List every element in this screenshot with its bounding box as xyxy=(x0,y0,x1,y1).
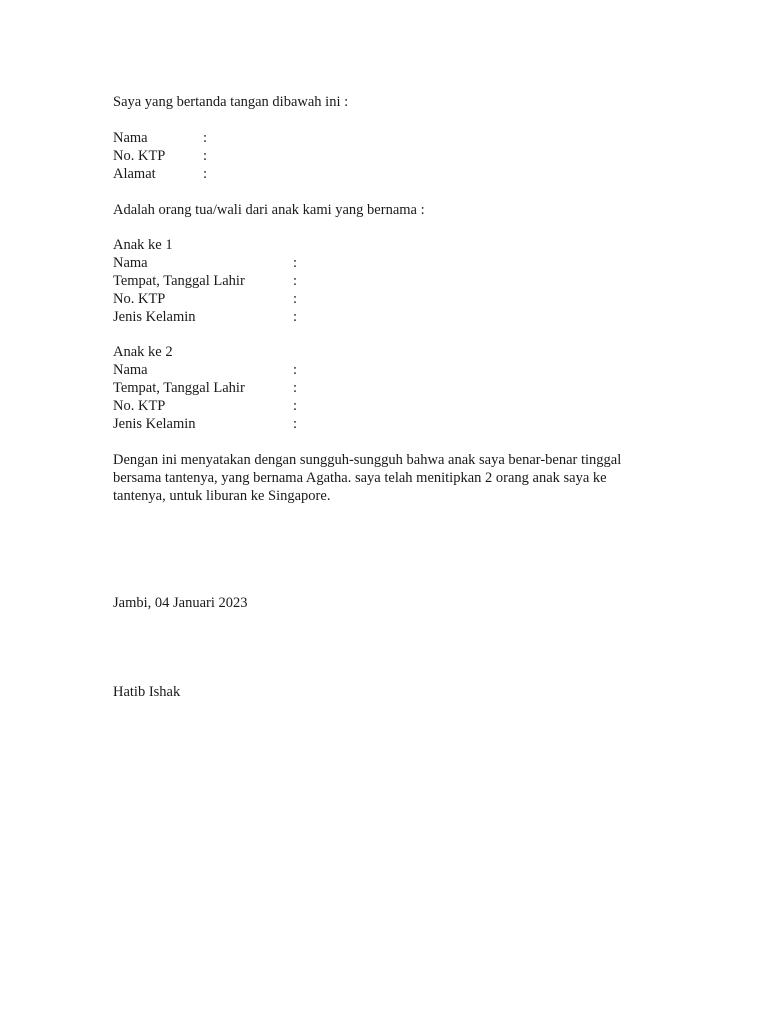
guardian-statement: Adalah orang tua/wali dari anak kami yang bernama : xyxy=(113,202,425,218)
field-colon: : xyxy=(293,362,298,378)
field-colon: : xyxy=(293,255,298,271)
field-label: Nama xyxy=(113,130,148,146)
declaration-line: tantenya, untuk liburan ke Singapore. xyxy=(113,488,331,504)
field-label: No. KTP xyxy=(113,148,166,164)
field-colon: : xyxy=(203,148,208,164)
child2-field-ktp xyxy=(113,397,298,415)
child1-field-nama xyxy=(113,254,298,272)
field-colon: : xyxy=(293,291,298,307)
child1-heading: Anak ke 1 xyxy=(113,237,173,253)
field-label: Nama xyxy=(113,362,148,378)
parent-field-ktp xyxy=(113,147,208,165)
field-label: Tempat, Tanggal Lahir xyxy=(113,273,245,289)
parent-field-alamat xyxy=(113,165,208,183)
child2-field-ttl xyxy=(113,379,298,397)
field-label: Alamat xyxy=(113,166,156,182)
field-colon: : xyxy=(293,416,298,432)
child1-field-kelamin xyxy=(113,308,298,326)
child2-field-nama xyxy=(113,361,298,379)
child2-heading: Anak ke 2 xyxy=(113,344,173,360)
child1-field-ktp xyxy=(113,290,298,308)
declaration-line: bersama tantenya, yang bernama Agatha. saya telah menitipkan 2 orang anak saya ke xyxy=(113,470,607,486)
field-label: Jenis Kelamin xyxy=(113,309,196,325)
field-colon: : xyxy=(203,130,208,146)
signatory-name: Hatib Ishak xyxy=(113,684,181,700)
place-date: Jambi, 04 Januari 2023 xyxy=(113,595,248,611)
parent-field-nama xyxy=(113,129,208,147)
child2-field-kelamin xyxy=(113,415,298,433)
intro-text: Saya yang bertanda tangan dibawah ini : xyxy=(113,94,349,110)
field-label: Nama xyxy=(113,255,148,271)
declaration-line: Dengan ini menyatakan dengan sungguh-sungguh bahwa anak saya benar-benar tinggal xyxy=(113,452,622,468)
field-label: No. KTP xyxy=(113,291,166,307)
field-label: No. KTP xyxy=(113,398,166,414)
field-label: Tempat, Tanggal Lahir xyxy=(113,380,245,396)
field-colon: : xyxy=(293,398,298,414)
field-colon: : xyxy=(293,309,298,325)
field-colon: : xyxy=(293,380,298,396)
field-colon: : xyxy=(203,166,208,182)
field-label: Jenis Kelamin xyxy=(113,416,196,432)
child1-field-ttl xyxy=(113,272,298,290)
field-colon: : xyxy=(293,273,298,289)
